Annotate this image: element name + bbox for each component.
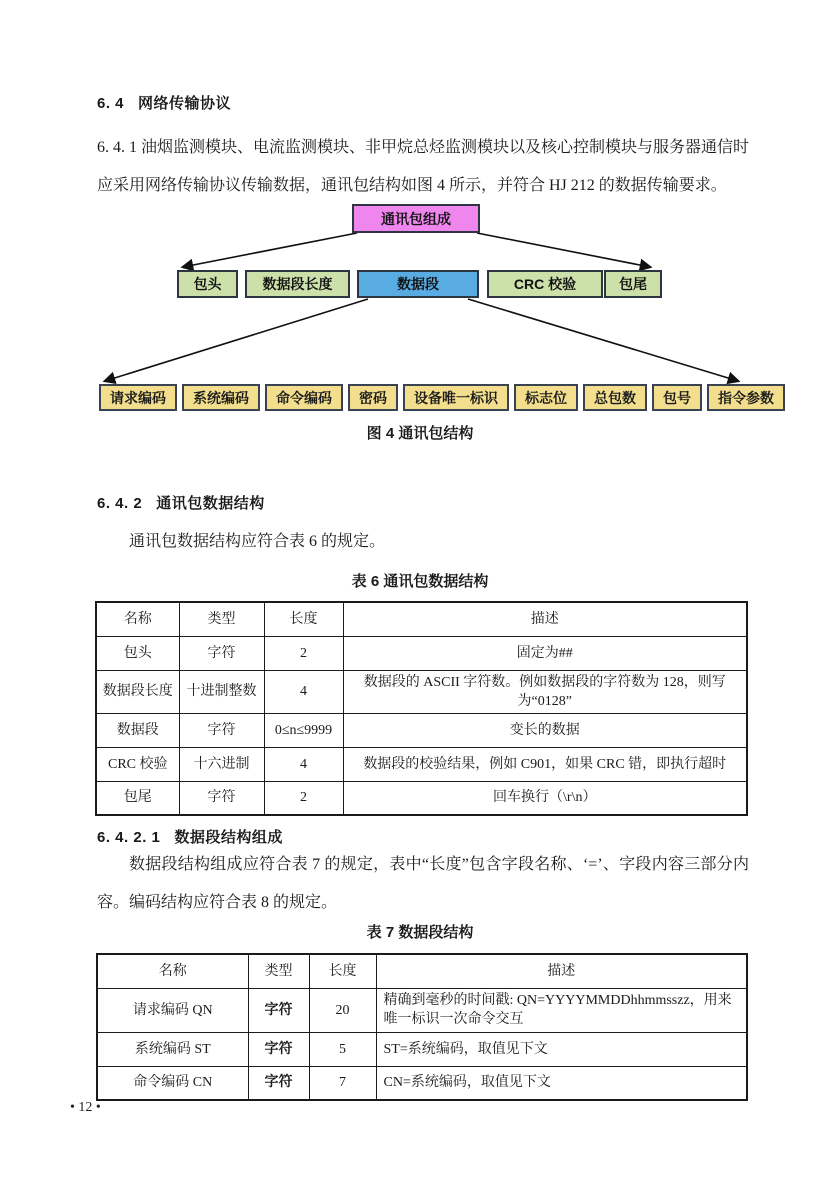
diagram-box-cmd-params: 指令参数: [707, 384, 785, 411]
cell-length: 4: [264, 747, 343, 781]
diagram-box-device-id: 设备唯一标识: [403, 384, 509, 411]
column-header: 描述: [343, 602, 747, 636]
cell-name: CRC 校验: [96, 747, 179, 781]
section-heading-6-4-2-1: [97, 826, 747, 847]
table-header-row: [96, 602, 747, 636]
column-header: 长度: [264, 602, 343, 636]
diagram-box-footer: 包尾: [604, 270, 662, 298]
column-header: 名称: [97, 954, 248, 988]
table-row: [96, 670, 747, 713]
table-row: [97, 1066, 747, 1100]
paragraph-6-4-2: 通讯包数据结构应符合表 6 的规定。: [129, 533, 386, 550]
cell-name: 命令编码 CN: [97, 1066, 248, 1100]
diagram-box-crc-check: CRC 校验: [487, 270, 603, 298]
diagram-box-segment-length: 数据段长度: [245, 270, 350, 298]
diagram-box-request-code: 请求编码: [99, 384, 177, 411]
cell-description: CN=系统编码，取值见下文: [376, 1066, 747, 1100]
cell-name: 系统编码 ST: [97, 1032, 248, 1066]
diagram-box-data-segment: 数据段: [357, 270, 479, 298]
diagram-box-total-packets: 总包数: [583, 384, 647, 411]
table-row: [96, 781, 747, 815]
cell-type: 字符: [248, 1066, 309, 1100]
column-header: 类型: [179, 602, 264, 636]
column-header: 名称: [96, 602, 179, 636]
cell-name: 请求编码 QN: [97, 988, 248, 1032]
diagram-box-command-code: 命令编码: [265, 384, 343, 411]
table-row: [97, 1032, 747, 1066]
cell-type: 字符: [179, 636, 264, 670]
cell-length: 2: [264, 636, 343, 670]
paragraph-6-4-1: 6. 4. 1 油烟监测模块、电流监测模块、非甲烷总烃监测模块以及核心控制模块与服务器通信时应采用网络传输协议传输数据，通讯包结构如图 4 所示，并符合 HJ 212 的数据传输要求。: [97, 139, 750, 194]
cell-description: ST=系统编码，取值见下文: [376, 1032, 747, 1066]
cell-type: 字符: [248, 1032, 309, 1066]
section-number: 6. 4: [97, 95, 125, 112]
page-number: • 12 •: [70, 1100, 101, 1115]
diagram-box-header: 包头: [177, 270, 238, 298]
cell-length: 2: [264, 781, 343, 815]
diagram-box-packet-composition: 通讯包组成: [352, 204, 480, 233]
table-data-segment-structure: [96, 953, 748, 1101]
cell-length: 20: [309, 988, 376, 1032]
cell-length: 0≤n≤9999: [264, 713, 343, 747]
table-row: [97, 988, 747, 1032]
cell-name: 包尾: [96, 781, 179, 815]
cell-description: 变长的数据: [343, 713, 747, 747]
table-row: [96, 713, 747, 747]
figure-packet-structure: [0, 200, 840, 450]
figure-caption: 图 4 通讯包结构: [366, 425, 474, 442]
cell-type: 十进制整数: [179, 670, 264, 713]
cell-description: 精确到毫秒的时间戳: QN=YYYYMMDDhhmmsszz，用来唯一标识一次命令交互: [376, 988, 747, 1032]
diagram-box-flag-bit: 标志位: [514, 384, 578, 411]
diagram-box-system-code: 系统编码: [182, 384, 260, 411]
cell-type: 字符: [179, 713, 264, 747]
diagram-box-packet-no: 包号: [652, 384, 702, 411]
section-title: 通讯包数据结构: [156, 495, 265, 512]
cell-type: 十六进制: [179, 747, 264, 781]
section-heading-6-4: [97, 92, 747, 113]
cell-name: 数据段长度: [96, 670, 179, 713]
column-header: 类型: [248, 954, 309, 988]
cell-type: 字符: [248, 988, 309, 1032]
cell-length: 7: [309, 1066, 376, 1100]
cell-name: 数据段: [96, 713, 179, 747]
cell-description: 数据段的 ASCII 字符数。例如数据段的字符数为 128，则写为“0128”: [343, 670, 747, 713]
cell-description: 数据段的校验结果，例如 C901，如果 CRC 错，即执行超时: [343, 747, 747, 781]
cell-description: 回车换行（\r\n）: [343, 781, 747, 815]
table6-title: 表 6 通讯包数据结构: [351, 573, 489, 590]
section-number: 6. 4. 2: [97, 495, 143, 512]
section-number: 6. 4. 2. 1: [97, 829, 161, 846]
section-heading-6-4-2: [97, 492, 747, 513]
cell-length: 4: [264, 670, 343, 713]
cell-type: 字符: [179, 781, 264, 815]
table-row: [96, 747, 747, 781]
section-title: 数据段结构组成: [174, 829, 283, 846]
table-packet-data-structure: [95, 601, 748, 816]
table7-title: 表 7 数据段结构: [366, 924, 474, 941]
table-row: [96, 636, 747, 670]
diagram-box-password: 密码: [348, 384, 398, 411]
table-header-row: [97, 954, 747, 988]
column-header: 长度: [309, 954, 376, 988]
diagram-leaf-row: [99, 384, 774, 411]
section-title: 网络传输协议: [138, 95, 232, 112]
paragraph-6-4-2-1: 数据段结构组成应符合表 7 的规定，表中“长度”包含字段名称、‘=’、字段内容三部分内容。编码结构应符合表 8 的规定。: [97, 856, 749, 911]
cell-name: 包头: [96, 636, 179, 670]
column-header: 描述: [376, 954, 747, 988]
connector-arrows: [0, 200, 840, 450]
cell-length: 5: [309, 1032, 376, 1066]
cell-description: 固定为##: [343, 636, 747, 670]
